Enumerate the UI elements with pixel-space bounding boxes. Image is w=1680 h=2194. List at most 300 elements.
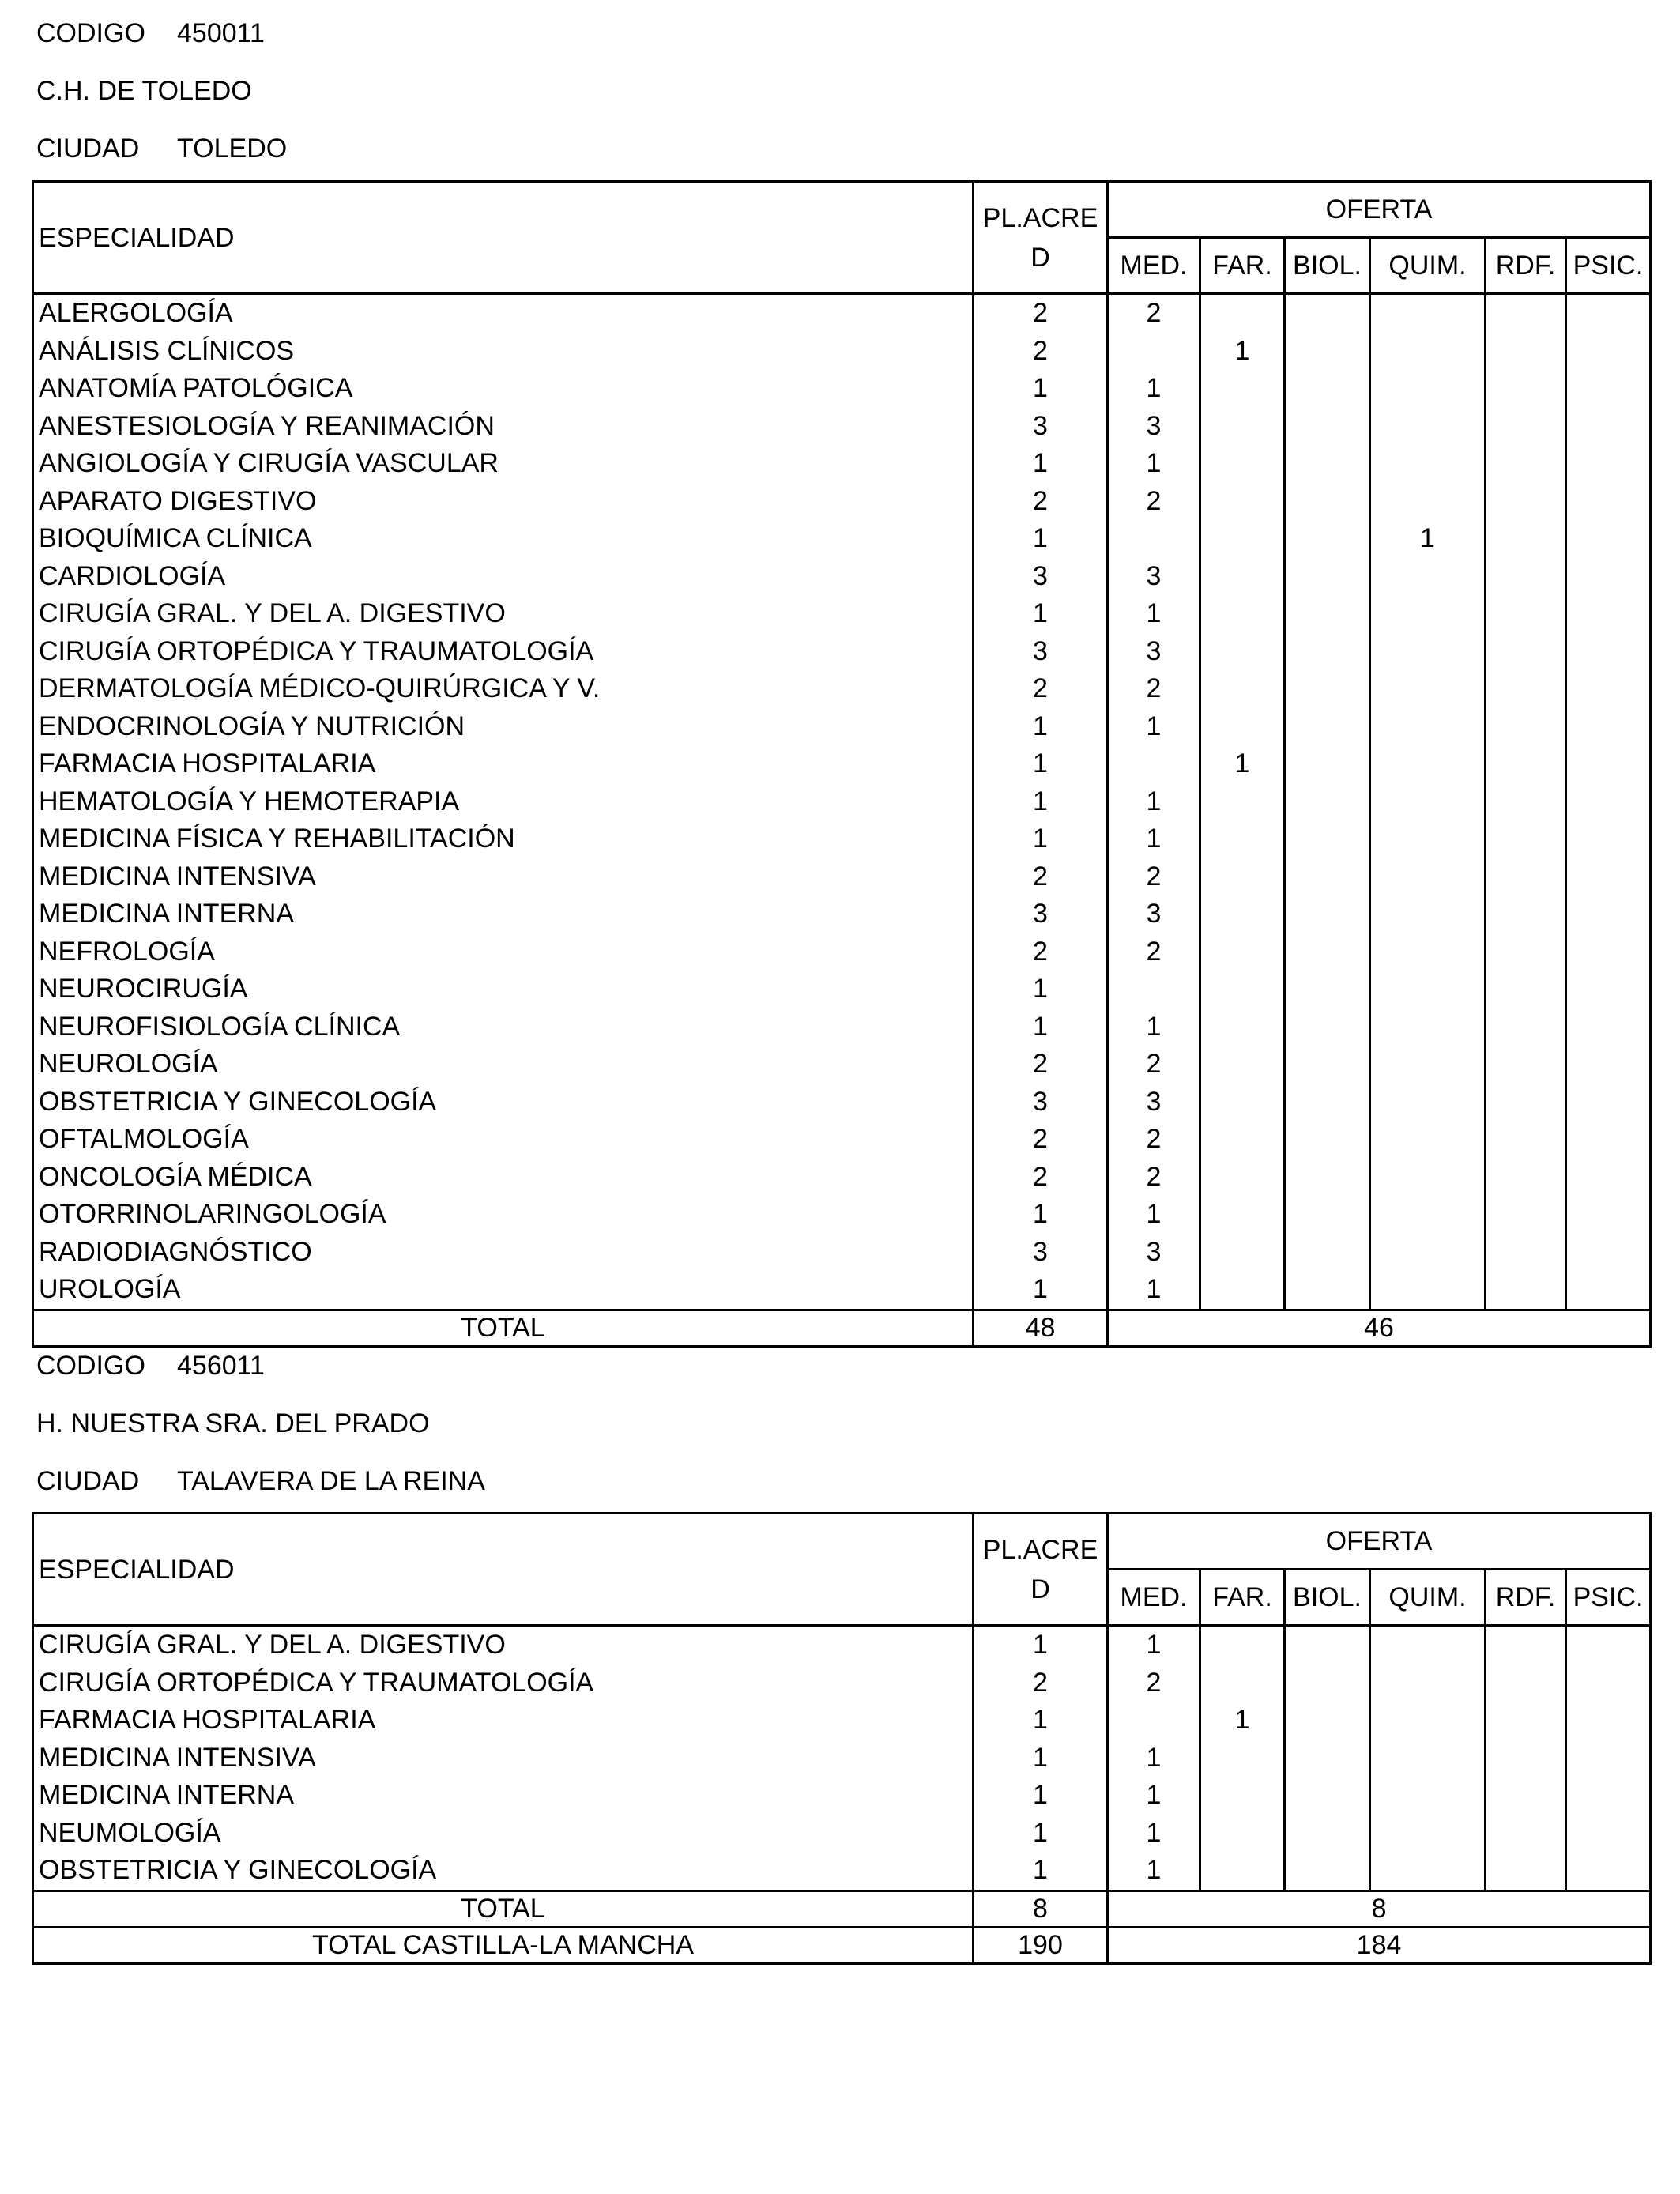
- cell-psic: [1566, 1815, 1651, 1853]
- header-psic: PSIC.: [1566, 1570, 1651, 1626]
- cell-rdf: [1486, 333, 1566, 371]
- cell-far: [1200, 670, 1285, 708]
- cell-pl: 2: [974, 483, 1108, 521]
- cell-far: [1200, 370, 1285, 408]
- cell-med: 1: [1108, 1626, 1200, 1664]
- table-row: [33, 971, 1651, 1008]
- cell-far: [1200, 520, 1285, 558]
- cell-rdf: [1486, 370, 1566, 408]
- cell-far: [1200, 783, 1285, 821]
- cell-far: [1200, 1084, 1285, 1122]
- cell-psic: [1566, 595, 1651, 633]
- cell-med: [1108, 745, 1200, 783]
- table-row: [33, 1740, 1651, 1777]
- cell-rdf: [1486, 1626, 1566, 1664]
- cell-far: [1200, 1626, 1285, 1664]
- total-oferta: 8: [1108, 1891, 1651, 1927]
- cell-rdf: [1486, 1234, 1566, 1272]
- cell-med: 3: [1108, 1084, 1200, 1122]
- cell-quim: [1370, 820, 1486, 858]
- cell-especialidad: ANATOMÍA PATOLÓGICA: [33, 370, 974, 408]
- cell-biol: [1285, 558, 1370, 596]
- cell-quim: [1370, 783, 1486, 821]
- cell-psic: [1566, 1159, 1651, 1197]
- cell-far: [1200, 558, 1285, 596]
- cell-med: 3: [1108, 1234, 1200, 1272]
- cell-rdf: [1486, 1196, 1566, 1234]
- cell-med: 3: [1108, 633, 1200, 671]
- cell-quim: [1370, 483, 1486, 521]
- cell-especialidad: RADIODIAGNÓSTICO: [33, 1234, 974, 1272]
- cell-psic: [1566, 1196, 1651, 1234]
- cell-med: 1: [1108, 1008, 1200, 1046]
- cell-far: [1200, 1234, 1285, 1272]
- header-placred-line1: PL.ACRE: [982, 1534, 1098, 1565]
- cell-psic: [1566, 1702, 1651, 1740]
- cell-rdf: [1486, 595, 1566, 633]
- cell-psic: [1566, 1777, 1651, 1815]
- cell-pl: 2: [974, 333, 1108, 371]
- hospital-name: C.H. DE TOLEDO: [36, 76, 252, 106]
- cell-especialidad: ANÁLISIS CLÍNICOS: [33, 333, 974, 371]
- cell-biol: [1285, 633, 1370, 671]
- cell-far: [1200, 633, 1285, 671]
- cell-psic: [1566, 1271, 1651, 1310]
- cell-psic: [1566, 370, 1651, 408]
- cell-rdf: [1486, 633, 1566, 671]
- cell-rdf: [1486, 895, 1566, 933]
- cell-especialidad: MEDICINA INTENSIVA: [33, 858, 974, 896]
- cell-pl: 2: [974, 1121, 1108, 1159]
- total-oferta: 46: [1108, 1310, 1651, 1346]
- table-row: [33, 1046, 1651, 1084]
- cell-far: [1200, 1664, 1285, 1702]
- cell-pl: 1: [974, 1702, 1108, 1740]
- cell-psic: [1566, 858, 1651, 896]
- cell-med: [1108, 1702, 1200, 1740]
- cell-psic: [1566, 520, 1651, 558]
- cell-quim: [1370, 333, 1486, 371]
- cell-rdf: [1486, 520, 1566, 558]
- table-row: [33, 595, 1651, 633]
- cell-psic: [1566, 294, 1651, 333]
- cell-quim: [1370, 633, 1486, 671]
- cell-rdf: [1486, 1008, 1566, 1046]
- cell-especialidad: DERMATOLOGÍA MÉDICO-QUIRÚRGICA Y V.: [33, 670, 974, 708]
- codigo-value: 450011: [177, 18, 265, 48]
- cell-psic: [1566, 1740, 1651, 1777]
- cell-med: 3: [1108, 408, 1200, 446]
- cell-pl: 2: [974, 1664, 1108, 1702]
- cell-biol: [1285, 1084, 1370, 1122]
- cell-biol: [1285, 1234, 1370, 1272]
- total-label: TOTAL: [33, 1310, 974, 1346]
- cell-biol: [1285, 445, 1370, 483]
- cell-quim: [1370, 558, 1486, 596]
- cell-far: [1200, 1815, 1285, 1853]
- cell-rdf: [1486, 820, 1566, 858]
- cell-biol: [1285, 370, 1370, 408]
- cell-psic: [1566, 445, 1651, 483]
- cell-quim: [1370, 745, 1486, 783]
- cell-quim: [1370, 595, 1486, 633]
- cell-med: 2: [1108, 1046, 1200, 1084]
- cell-biol: [1285, 1271, 1370, 1310]
- cell-psic: [1566, 558, 1651, 596]
- cell-rdf: [1486, 483, 1566, 521]
- ciudad-label: CIUDAD: [36, 134, 140, 164]
- header-placred-line1: PL.ACRE: [982, 202, 1098, 233]
- cell-psic: [1566, 1234, 1651, 1272]
- codigo-label: CODIGO: [36, 18, 145, 48]
- cell-pl: 1: [974, 745, 1108, 783]
- cell-psic: [1566, 745, 1651, 783]
- table-row: [33, 1271, 1651, 1310]
- cell-pl: 1: [974, 783, 1108, 821]
- table-row: [33, 1159, 1651, 1197]
- cell-med: 1: [1108, 708, 1200, 746]
- cell-rdf: [1486, 1740, 1566, 1777]
- cell-biol: [1285, 933, 1370, 971]
- cell-biol: [1285, 595, 1370, 633]
- total-placred: 48: [974, 1310, 1108, 1346]
- cell-med: [1108, 971, 1200, 1008]
- cell-med: [1108, 520, 1200, 558]
- cell-far: [1200, 1740, 1285, 1777]
- cell-far: [1200, 971, 1285, 1008]
- table-row: [33, 1234, 1651, 1272]
- cell-pl: 1: [974, 595, 1108, 633]
- table-row: [33, 783, 1651, 821]
- cell-quim: [1370, 933, 1486, 971]
- header-psic: PSIC.: [1566, 238, 1651, 294]
- cell-especialidad: ONCOLOGÍA MÉDICA: [33, 1159, 974, 1197]
- header-especialidad: ESPECIALIDAD: [33, 1514, 974, 1626]
- cell-biol: [1285, 783, 1370, 821]
- cell-psic: [1566, 1626, 1651, 1664]
- cell-especialidad: MEDICINA INTENSIVA: [33, 1740, 974, 1777]
- cell-pl: 1: [974, 1740, 1108, 1777]
- cell-rdf: [1486, 971, 1566, 1008]
- cell-med: 1: [1108, 820, 1200, 858]
- cell-especialidad: CIRUGÍA GRAL. Y DEL A. DIGESTIVO: [33, 1626, 974, 1664]
- cell-far: [1200, 1159, 1285, 1197]
- cell-pl: 1: [974, 971, 1108, 1008]
- table-row: [33, 1815, 1651, 1853]
- cell-med: 2: [1108, 1121, 1200, 1159]
- header-placred-line2: D: [1030, 1574, 1050, 1604]
- cell-especialidad: FARMACIA HOSPITALARIA: [33, 1702, 974, 1740]
- cell-rdf: [1486, 1815, 1566, 1853]
- ciudad-value: TALAVERA DE LA REINA: [177, 1466, 485, 1496]
- table-row: [33, 1626, 1651, 1664]
- cell-psic: [1566, 895, 1651, 933]
- cell-rdf: [1486, 745, 1566, 783]
- cell-quim: [1370, 1046, 1486, 1084]
- total-label: TOTAL: [33, 1891, 974, 1927]
- cell-psic: [1566, 1046, 1651, 1084]
- cell-med: [1108, 333, 1200, 371]
- cell-pl: 3: [974, 408, 1108, 446]
- cell-quim: [1370, 1702, 1486, 1740]
- cell-especialidad: MEDICINA INTERNA: [33, 895, 974, 933]
- cell-psic: [1566, 670, 1651, 708]
- cell-med: 2: [1108, 483, 1200, 521]
- cell-especialidad: ANESTESIOLOGÍA Y REANIMACIÓN: [33, 408, 974, 446]
- table-row: [33, 1196, 1651, 1234]
- cell-quim: [1370, 1664, 1486, 1702]
- cell-biol: [1285, 1046, 1370, 1084]
- table-row: [33, 858, 1651, 896]
- table-row: [33, 633, 1651, 671]
- cell-far: [1200, 708, 1285, 746]
- table-row: [33, 408, 1651, 446]
- cell-especialidad: ENDOCRINOLOGÍA Y NUTRICIÓN: [33, 708, 974, 746]
- cell-rdf: [1486, 708, 1566, 746]
- cell-far: [1200, 1196, 1285, 1234]
- cell-biol: [1285, 294, 1370, 333]
- cell-biol: [1285, 1008, 1370, 1046]
- cell-rdf: [1486, 1159, 1566, 1197]
- cell-med: 1: [1108, 1852, 1200, 1891]
- cell-far: [1200, 1271, 1285, 1310]
- cell-especialidad: CIRUGÍA ORTOPÉDICA Y TRAUMATOLOGÍA: [33, 633, 974, 671]
- table-row: [33, 670, 1651, 708]
- table-row: [33, 1702, 1651, 1740]
- cell-pl: 1: [974, 520, 1108, 558]
- cell-pl: 2: [974, 294, 1108, 333]
- cell-quim: [1370, 1740, 1486, 1777]
- cell-quim: [1370, 1626, 1486, 1664]
- cell-far: 1: [1200, 745, 1285, 783]
- cell-med: 1: [1108, 783, 1200, 821]
- table-row: [33, 483, 1651, 521]
- cell-biol: [1285, 520, 1370, 558]
- cell-med: 2: [1108, 858, 1200, 896]
- cell-biol: [1285, 1159, 1370, 1197]
- cell-pl: 1: [974, 708, 1108, 746]
- cell-far: [1200, 1852, 1285, 1891]
- cell-pl: 2: [974, 1046, 1108, 1084]
- cell-especialidad: APARATO DIGESTIVO: [33, 483, 974, 521]
- cell-med: 1: [1108, 370, 1200, 408]
- cell-far: 1: [1200, 1702, 1285, 1740]
- cell-psic: [1566, 633, 1651, 671]
- cell-pl: 2: [974, 1159, 1108, 1197]
- cell-rdf: [1486, 783, 1566, 821]
- total-placred: 190: [974, 1927, 1108, 1963]
- codigo-label: CODIGO: [36, 1351, 145, 1381]
- table-row: [33, 558, 1651, 596]
- cell-med: 2: [1108, 933, 1200, 971]
- cell-especialidad: MEDICINA INTERNA: [33, 1777, 974, 1815]
- cell-pl: 1: [974, 1271, 1108, 1310]
- cell-rdf: [1486, 445, 1566, 483]
- cell-quim: 1: [1370, 520, 1486, 558]
- cell-especialidad: OBSTETRICIA Y GINECOLOGÍA: [33, 1084, 974, 1122]
- table-header-row: [33, 182, 1651, 238]
- cell-biol: [1285, 1702, 1370, 1740]
- table-row: [33, 1008, 1651, 1046]
- cell-pl: 2: [974, 858, 1108, 896]
- cell-biol: [1285, 820, 1370, 858]
- cell-pl: 1: [974, 1777, 1108, 1815]
- header-biol: BIOL.: [1285, 1570, 1370, 1626]
- cell-quim: [1370, 708, 1486, 746]
- cell-especialidad: OFTALMOLOGÍA: [33, 1121, 974, 1159]
- header-far: FAR.: [1200, 238, 1285, 294]
- cell-far: [1200, 294, 1285, 333]
- cell-psic: [1566, 1121, 1651, 1159]
- header-placred: [974, 182, 1108, 294]
- total-oferta: 184: [1108, 1927, 1651, 1963]
- header-med: MED.: [1108, 1570, 1200, 1626]
- cell-especialidad: NEUMOLOGÍA: [33, 1815, 974, 1853]
- cell-psic: [1566, 783, 1651, 821]
- cell-pl: 1: [974, 370, 1108, 408]
- table-row: [33, 445, 1651, 483]
- cell-biol: [1285, 745, 1370, 783]
- cell-quim: [1370, 370, 1486, 408]
- cell-biol: [1285, 1740, 1370, 1777]
- cell-med: 2: [1108, 294, 1200, 333]
- cell-psic: [1566, 933, 1651, 971]
- cell-quim: [1370, 1084, 1486, 1122]
- cell-far: [1200, 408, 1285, 446]
- header-rdf: RDF.: [1486, 1570, 1566, 1626]
- table-row: [33, 1664, 1651, 1702]
- total-row: [33, 1927, 1651, 1963]
- cell-psic: [1566, 408, 1651, 446]
- cell-psic: [1566, 1664, 1651, 1702]
- cell-especialidad: NEUROCIRUGÍA: [33, 971, 974, 1008]
- cell-pl: 2: [974, 933, 1108, 971]
- cell-biol: [1285, 1121, 1370, 1159]
- cell-quim: [1370, 858, 1486, 896]
- codigo-line: [36, 1350, 265, 1382]
- ciudad-line: [36, 1465, 485, 1497]
- table-row: [33, 933, 1651, 971]
- cell-rdf: [1486, 408, 1566, 446]
- cell-pl: 1: [974, 1196, 1108, 1234]
- cell-med: 1: [1108, 1271, 1200, 1310]
- total-row: [33, 1310, 1651, 1346]
- cell-biol: [1285, 408, 1370, 446]
- table-row: [33, 708, 1651, 746]
- cell-pl: 3: [974, 1234, 1108, 1272]
- cell-med: 1: [1108, 1196, 1200, 1234]
- cell-biol: [1285, 483, 1370, 521]
- cell-quim: [1370, 1159, 1486, 1197]
- cell-far: [1200, 1046, 1285, 1084]
- table-row: [33, 333, 1651, 371]
- cell-med: 3: [1108, 558, 1200, 596]
- cell-far: [1200, 1777, 1285, 1815]
- cell-especialidad: OBSTETRICIA Y GINECOLOGÍA: [33, 1852, 974, 1891]
- cell-psic: [1566, 971, 1651, 1008]
- cell-especialidad: ALERGOLOGÍA: [33, 294, 974, 333]
- cell-med: 2: [1108, 1664, 1200, 1702]
- cell-rdf: [1486, 1121, 1566, 1159]
- cell-med: 1: [1108, 1815, 1200, 1853]
- cell-psic: [1566, 483, 1651, 521]
- cell-far: 1: [1200, 333, 1285, 371]
- cell-rdf: [1486, 1777, 1566, 1815]
- codigo-value: 456011: [177, 1351, 265, 1381]
- cell-far: [1200, 820, 1285, 858]
- table-row: [33, 820, 1651, 858]
- cell-pl: 1: [974, 1626, 1108, 1664]
- cell-quim: [1370, 1852, 1486, 1891]
- cell-pl: 3: [974, 558, 1108, 596]
- header-rdf: RDF.: [1486, 238, 1566, 294]
- cell-especialidad: CIRUGÍA GRAL. Y DEL A. DIGESTIVO: [33, 595, 974, 633]
- cell-med: 1: [1108, 1777, 1200, 1815]
- cell-pl: 1: [974, 445, 1108, 483]
- header-far: FAR.: [1200, 1570, 1285, 1626]
- total-label: TOTAL CASTILLA-LA MANCHA: [33, 1927, 974, 1963]
- cell-rdf: [1486, 670, 1566, 708]
- cell-rdf: [1486, 933, 1566, 971]
- cell-psic: [1566, 1084, 1651, 1122]
- cell-med: 1: [1108, 445, 1200, 483]
- header-biol: BIOL.: [1285, 238, 1370, 294]
- specialty-table: [32, 1512, 1652, 1965]
- cell-rdf: [1486, 1664, 1566, 1702]
- cell-especialidad: OTORRINOLARINGOLOGÍA: [33, 1196, 974, 1234]
- cell-far: [1200, 595, 1285, 633]
- cell-quim: [1370, 895, 1486, 933]
- cell-biol: [1285, 670, 1370, 708]
- table-row: [33, 1777, 1651, 1815]
- cell-psic: [1566, 1852, 1651, 1891]
- cell-far: [1200, 445, 1285, 483]
- table-row: [33, 370, 1651, 408]
- cell-med: 1: [1108, 595, 1200, 633]
- hospital-name: H. NUESTRA SRA. DEL PRADO: [36, 1408, 430, 1438]
- total-row: [33, 1891, 1651, 1927]
- cell-rdf: [1486, 1084, 1566, 1122]
- cell-med: 3: [1108, 895, 1200, 933]
- cell-quim: [1370, 1815, 1486, 1853]
- header-quim: QUIM.: [1370, 1570, 1486, 1626]
- table-row: [33, 1121, 1651, 1159]
- cell-especialidad: CARDIOLOGÍA: [33, 558, 974, 596]
- header-especialidad: ESPECIALIDAD: [33, 182, 974, 294]
- cell-quim: [1370, 294, 1486, 333]
- specialty-table: [32, 180, 1652, 1348]
- ciudad-line: [36, 133, 287, 164]
- cell-biol: [1285, 1777, 1370, 1815]
- cell-pl: 1: [974, 1008, 1108, 1046]
- header-placred: [974, 1514, 1108, 1626]
- ciudad-label: CIUDAD: [36, 1466, 140, 1496]
- cell-especialidad: HEMATOLOGÍA Y HEMOTERAPIA: [33, 783, 974, 821]
- header-oferta: OFERTA: [1108, 1514, 1651, 1570]
- cell-quim: [1370, 1196, 1486, 1234]
- cell-quim: [1370, 1777, 1486, 1815]
- cell-med: 2: [1108, 1159, 1200, 1197]
- cell-pl: 1: [974, 1815, 1108, 1853]
- cell-pl: 1: [974, 820, 1108, 858]
- cell-rdf: [1486, 1046, 1566, 1084]
- cell-pl: 3: [974, 1084, 1108, 1122]
- cell-quim: [1370, 1234, 1486, 1272]
- cell-quim: [1370, 1271, 1486, 1310]
- cell-psic: [1566, 333, 1651, 371]
- cell-biol: [1285, 895, 1370, 933]
- cell-biol: [1285, 1196, 1370, 1234]
